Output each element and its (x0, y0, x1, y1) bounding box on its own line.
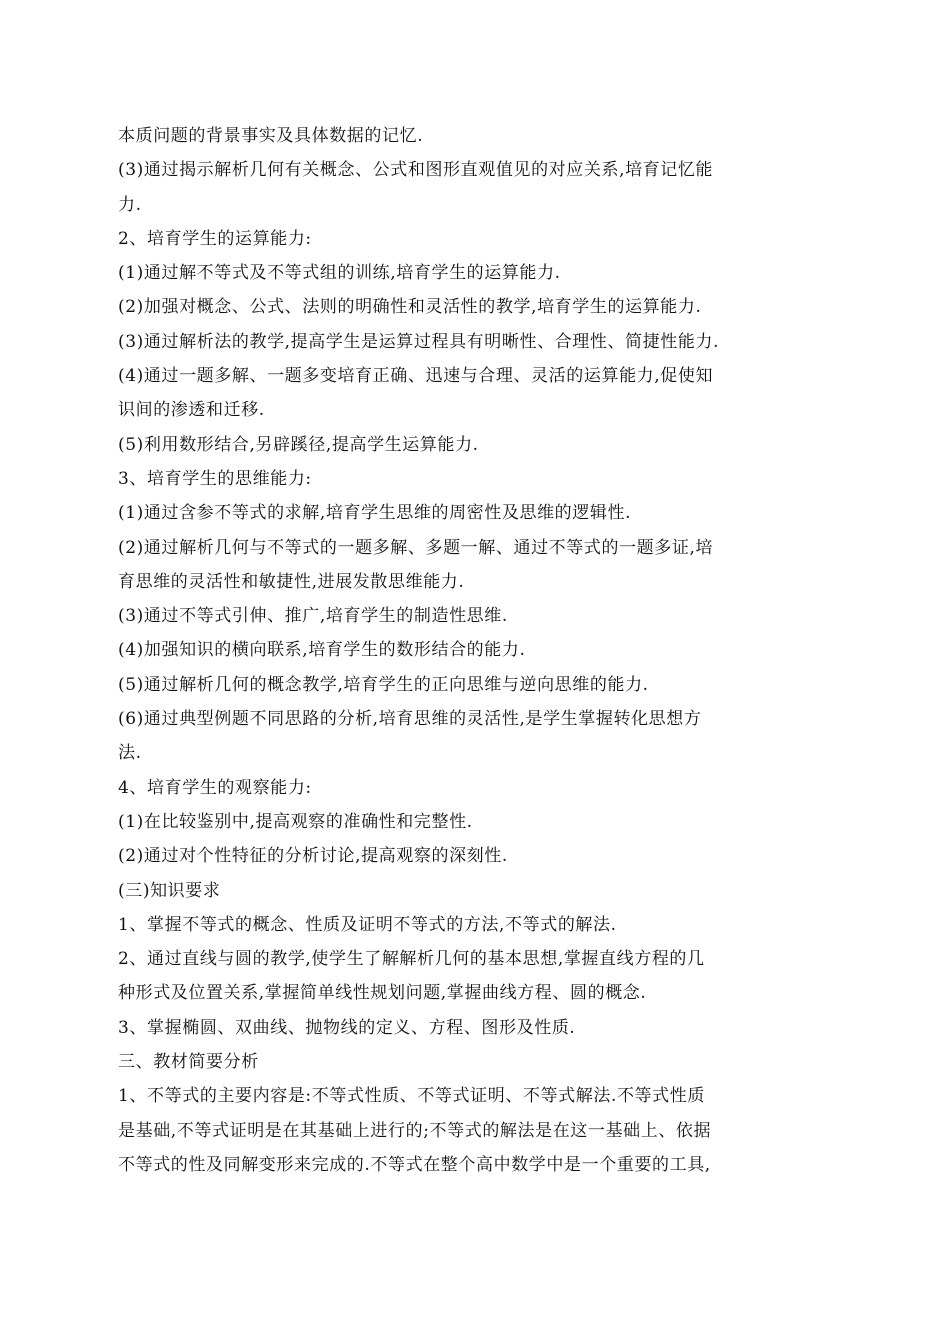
document-body (118, 119, 834, 1182)
text-line: (1)通过含参不等式的求解,培育学生思维的周密性及思维的逻辑性. (118, 503, 632, 524)
text-line: 2、通过直线与圆的教学,使学生了解解析几何的基本思想,掌握直线方程的几 (118, 949, 705, 970)
text-line: (3)通过不等式引伸、推广,培育学生的制造性思维. (118, 606, 508, 627)
text-line: 是基础,不等式证明是在其基础上进行的;不等式的解法是在这一基础上、依据 (118, 1120, 712, 1141)
text-line: 3、掌握椭圆、双曲线、抛物线的定义、方程、图形及性质. (118, 1017, 576, 1038)
text-line: (2)通过解析几何与不等式的一题多解、多题一解、通过不等式的一题多证,培 (118, 537, 714, 558)
text-line: (5)利用数形结合,另辟蹊径,提高学生运算能力. (118, 434, 479, 455)
text-line: (3)通过解析法的教学,提高学生是运算过程具有明晰性、合理性、简捷性能力. (118, 331, 720, 352)
section-heading: 4、培育学生的观察能力: (118, 777, 312, 798)
text-line: 不等式的性及同解变形来完成的.不等式在整个高中数学中是一个重要的工具, (118, 1154, 711, 1175)
text-line: 1、不等式的主要内容是:不等式性质、不等式证明、不等式解法.不等式性质 (118, 1086, 705, 1107)
text-line: (6)通过典型例题不同思路的分析,培育思维的灵活性,是学生掌握转化思想方 (118, 709, 702, 730)
text-line: 本质问题的背景事实及具体数据的记忆. (118, 126, 424, 146)
text-line: 力. (118, 194, 142, 215)
text-line: (3)通过揭示解析几何有关概念、公式和图形直观值见的对应关系,培育记忆能 (118, 160, 714, 181)
text-line: 识间的渗透和迁移. (118, 400, 265, 421)
text-line: (1)通过解不等式及不等式组的训练,培育学生的运算能力. (118, 263, 561, 284)
text-line: 法. (118, 743, 142, 764)
section-heading: 2、培育学生的运算能力: (118, 228, 312, 249)
text-line: (2)通过对个性特征的分析讨论,提高观察的深刻性. (118, 846, 508, 867)
text-line: (4)加强知识的横向联系,培育学生的数形结合的能力. (118, 640, 526, 661)
section-heading: (三)知识要求 (118, 880, 221, 901)
text-line: 1、掌握不等式的概念、性质及证明不等式的方法,不等式的解法. (118, 914, 617, 935)
text-line: (5)通过解析几何的概念教学,培育学生的正向思维与逆向思维的能力. (118, 674, 649, 695)
text-line: (2)加强对概念、公式、法则的明确性和灵活性的教学,培育学生的运算能力. (118, 297, 702, 318)
text-line: (1)在比较鉴别中,提高观察的准确性和完整性. (118, 811, 473, 832)
text-line: 种形式及位置关系,掌握简单线性规划问题,掌握曲线方程、圆的概念. (118, 983, 647, 1004)
text-line: 育思维的灵活性和敏捷性,进展发散思维能力. (118, 571, 465, 592)
text-line: (4)通过一题多解、一题多变培育正确、迅速与合理、灵活的运算能力,促使知 (118, 366, 714, 387)
section-heading: 三、教材简要分析 (118, 1052, 259, 1073)
section-heading: 3、培育学生的思维能力: (118, 468, 312, 489)
